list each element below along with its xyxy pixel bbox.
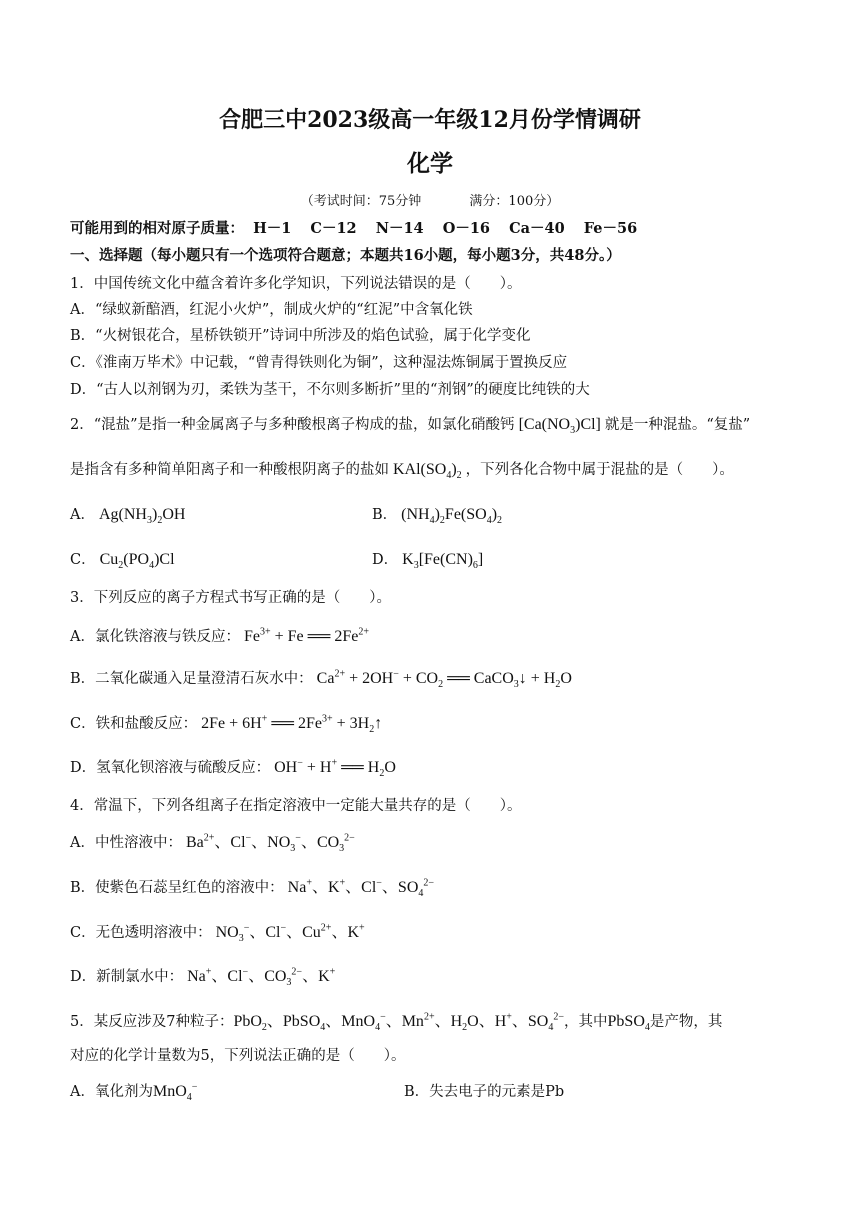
ions-d: Na+、Cl−、$CO_3^{2-}$、K+ bbox=[187, 966, 336, 989]
q1-option-c: C．《淮南万毕术》中记载，“曾青得铁则化为铜”，这种湿法炼铜属于置换反应 bbox=[70, 355, 568, 371]
q2-stem2-end: ，下列各化合物中属于混盐的是（ ）。 bbox=[465, 462, 734, 478]
exam-title: 合肥三中2023级高一年级12月份学情调研 bbox=[219, 107, 641, 133]
q4-a-label: A．中性溶液中： bbox=[70, 835, 182, 851]
q4-option-c bbox=[70, 919, 810, 944]
formula-ag-nh3-oh: $Ag(NH_3)_2OH$ bbox=[98, 506, 186, 527]
q3-option-c bbox=[70, 712, 810, 735]
q2-stem-line1 bbox=[70, 413, 810, 436]
q3-a-label: A．氯化铁溶液与铁反应： bbox=[70, 629, 240, 645]
q5-stem1-mid: ，其中 bbox=[564, 1014, 608, 1030]
q2-a-label: A． bbox=[70, 507, 95, 523]
q3-b-label: B．二氧化碳通入足量澄清石灰水中： bbox=[70, 671, 313, 687]
exam-time: （考试时间：75分钟 bbox=[300, 194, 422, 209]
q1-option-d: D．“古人以剂钢为刃，柔铁为茎干，不尔则多断折”里的“剂钢”的硬度比纯铁的大 bbox=[70, 382, 590, 398]
equation-a: $Fe^{3+} + Fe$ ══ $2Fe^{2+}$ bbox=[243, 626, 369, 645]
q2-option-d bbox=[372, 548, 487, 571]
q2-option-c bbox=[70, 548, 179, 571]
q4-option-b bbox=[70, 874, 810, 899]
particles: PbO$_2$、PbSO$_4$、MnO$_4$−、$Mn^{2+}$、$H_2O$、H+、$SO_4^{2-}$ bbox=[233, 1011, 565, 1034]
q5-stem1-end: 是产物，其 bbox=[649, 1014, 723, 1030]
ions-a: $Ba^{2+}$、Cl−、$NO_3^-$、$CO_3^{2-}$ bbox=[185, 832, 355, 855]
subject-title: 化学 bbox=[407, 150, 453, 177]
q4-stem: 4．常温下，下列各组离子在指定溶液中一定能大量共存的是（ ）。 bbox=[70, 798, 522, 814]
q4-b-label: B．使紫色石蕊呈红色的溶液中： bbox=[70, 880, 284, 896]
mass-h: H－1 bbox=[253, 220, 292, 237]
q4-d-label: D．新制氯水中： bbox=[70, 969, 184, 985]
q1-option-b: B．“火树银花合，星桥铁锁开”诗词中所涉及的焰色试验，属于化学变化 bbox=[70, 328, 531, 344]
ions-b: Na+、K+、Cl−、$SO_4^{2-}$ bbox=[287, 877, 435, 900]
q3-c-label: C．铁和盐酸反应： bbox=[70, 716, 198, 732]
equation-d: OH− + H+ ══ $H_2O$ bbox=[274, 757, 396, 780]
formula-k3-fe-cn6: $K_3[Fe(CN)_6]$ bbox=[402, 551, 484, 572]
q2-stem-line2 bbox=[70, 458, 810, 481]
equation-b: $Ca^{2+} + 2OH^- + CO_2$ ══ CaCO$_3$↓ + $H_2O$ bbox=[316, 668, 572, 691]
exam-info bbox=[0, 190, 860, 209]
q5-stem1: 5．某反应涉及7种粒子： bbox=[70, 1014, 234, 1030]
section-heading: 一、选择题（每小题只有一个选项符合题意；本题共16小题，每小题3分，共48分。） bbox=[70, 247, 621, 264]
q3-d-label: D．氢氧化钡溶液与硫酸反应： bbox=[70, 760, 271, 776]
q5-a-label: A．氧化剂为 bbox=[70, 1084, 153, 1100]
q3-option-d bbox=[70, 756, 810, 779]
q2-option-b bbox=[372, 503, 506, 526]
mass-n: N－14 bbox=[375, 220, 424, 237]
q5-stem-line2: 对应的化学计量数为5，下列说法正确的是（ ）。 bbox=[70, 1048, 406, 1064]
formula-kal-so4: $KAl(SO_4)_2$ bbox=[393, 461, 462, 482]
full-score: 满分：100分） bbox=[469, 194, 560, 209]
q2-stem1-end: 就是一种混盐。“复盐” bbox=[604, 417, 751, 433]
atomic-masses-label: 可能用到的相对原子质量： bbox=[70, 220, 244, 237]
q2-c-label: C． bbox=[70, 552, 96, 568]
q4-option-d bbox=[70, 963, 810, 988]
mass-o: O－16 bbox=[442, 220, 491, 237]
q3-option-a bbox=[70, 625, 810, 646]
q3-stem: 3．下列反应的离子方程式书写正确的是（ ）。 bbox=[70, 590, 391, 606]
q3-option-b bbox=[70, 667, 810, 690]
mass-c: C－12 bbox=[310, 220, 357, 237]
formula-nh4-fe-so4: $(NH_4)_2Fe(SO_4)_2$ bbox=[401, 506, 503, 527]
q2-stem2: 是指含有多种简单阳离子和一种酸根阴离子的盐如 bbox=[70, 462, 389, 478]
mass-ca: Ca－40 bbox=[509, 220, 565, 237]
q5-option-a bbox=[70, 1080, 197, 1103]
q2-d-label: D． bbox=[372, 552, 399, 568]
q2-stem1: 2．“混盐”是指一种金属离子与多种酸根离子构成的盐，如氯化硝酸钙 bbox=[70, 417, 515, 433]
q5-stem-line1 bbox=[70, 1008, 810, 1033]
q4-c-label: C．无色透明溶液中： bbox=[70, 925, 212, 941]
q4-option-a bbox=[70, 829, 810, 854]
q2-b-label: B． bbox=[372, 507, 398, 523]
formula-pbso4: PbSO$_4$ bbox=[607, 1013, 650, 1034]
formula-cu-po4-cl: $Cu_2(PO_4)Cl$ bbox=[99, 551, 175, 572]
q1-stem: 1．中国传统文化中蕴含着许多化学知识，下列说法错误的是（ ）。 bbox=[70, 276, 522, 292]
q5-option-b: B．失去电子的元素是Pb bbox=[404, 1084, 565, 1100]
q2-option-a bbox=[70, 503, 189, 526]
formula-mno4: MnO$_4$− bbox=[152, 1081, 198, 1104]
equation-c: 2Fe + 6H+ ══ $2Fe^{3+}$ + $3H_2↑$ bbox=[201, 713, 383, 736]
atomic-masses bbox=[70, 217, 810, 238]
q1-option-a: A．“绿蚁新醅酒，红泥小火炉”，制成火炉的“红泥”中含氧化铁 bbox=[70, 302, 473, 318]
ions-c: $NO_3^-$、Cl−、$Cu^{2+}$、K+ bbox=[215, 922, 365, 945]
formula-ca-no3-cl: $[Ca(NO_3)Cl]$ bbox=[518, 416, 601, 437]
mass-fe: Fe－56 bbox=[583, 220, 638, 237]
